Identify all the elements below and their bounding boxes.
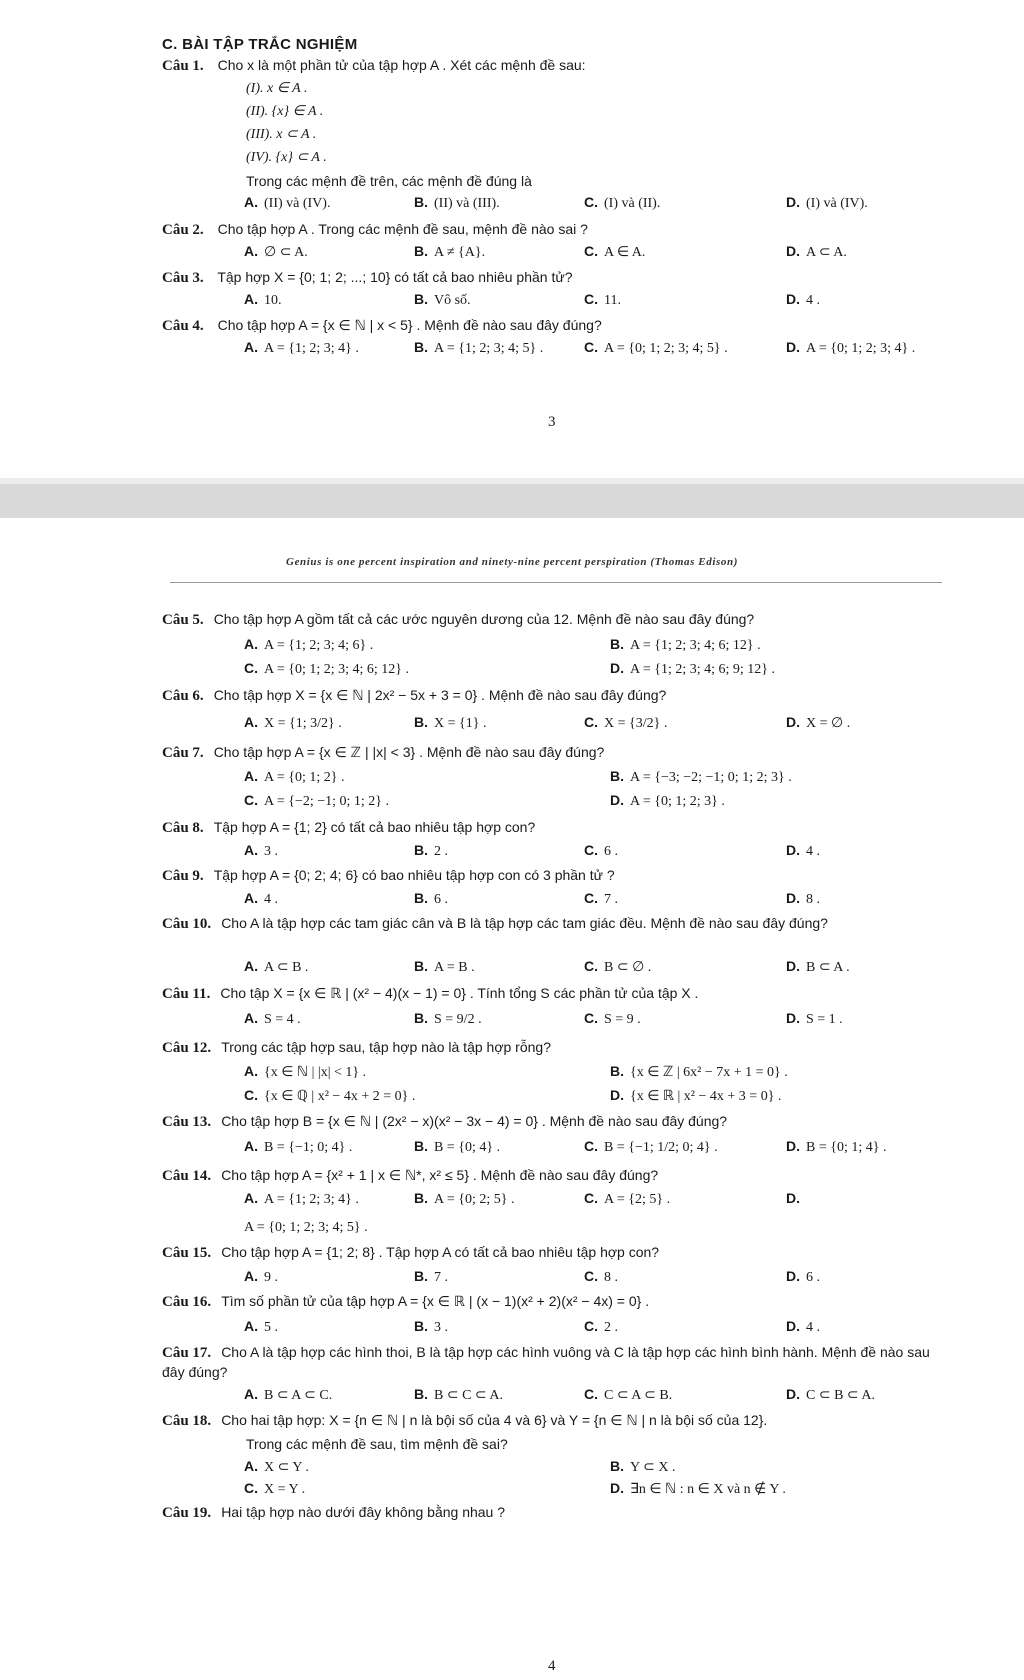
option-c[interactable]: C. {x ∈ ℚ | x² − 4x + 2 = 0} . — [244, 1087, 416, 1104]
question-9 — [162, 866, 954, 886]
question-stem: Cho tập hợp A = {x ∈ ℤ | |x| < 3} . Mệnh đề nào sau đây đúng? — [213, 744, 605, 760]
option-d[interactable]: D. — [786, 1190, 800, 1206]
question-19 — [162, 1503, 954, 1523]
option-b[interactable]: B. S = 9/2 . — [414, 1010, 482, 1027]
question-number: Câu 5. — [162, 612, 204, 628]
question-stem: Tập hợp A = {1; 2} có tất cả bao nhiêu tập hợp con? — [213, 819, 536, 835]
question-18 — [162, 1411, 954, 1431]
option-c[interactable]: C. B = {−1; 1/2; 0; 4} . — [584, 1138, 718, 1155]
option-d[interactable]: D. A ⊂ A. — [786, 243, 847, 260]
question-stem: Trong các tập hợp sau, tập hợp nào là tập hợp rỗng? — [221, 1039, 551, 1055]
question-15 — [162, 1243, 954, 1263]
option-d[interactable]: D. 4 . — [786, 1318, 820, 1335]
question-stem: Hai tập hợp nào dưới đây không bằng nhau ? — [221, 1504, 506, 1520]
option-d[interactable]: D. A = {1; 2; 3; 4; 6; 9; 12} . — [610, 660, 776, 677]
option-d[interactable]: D. 8 . — [786, 890, 820, 907]
option-a[interactable]: A. A = {1; 2; 3; 4} . — [244, 1190, 359, 1207]
option-c[interactable]: C. S = 9 . — [584, 1010, 641, 1027]
question-3 — [162, 268, 954, 288]
question-number: Câu 15. — [162, 1245, 212, 1261]
option-a[interactable]: A. {x ∈ ℕ | |x| < 1} . — [244, 1063, 367, 1080]
option-a[interactable]: A. B = {−1; 0; 4} . — [244, 1138, 353, 1155]
option-a[interactable]: A. 5 . — [244, 1318, 278, 1335]
option-c[interactable]: C. A = {0; 1; 2; 3; 4; 5} . — [584, 339, 728, 356]
option-c[interactable]: C. 7 . — [584, 890, 618, 907]
option-a[interactable]: A. X = {1; 3/2} . — [244, 714, 342, 731]
option-d[interactable]: D. A = {0; 1; 2; 3; 4} . — [786, 339, 916, 356]
option-d[interactable]: D. 4 . — [786, 291, 820, 308]
option-b[interactable]: B. Vô số. — [414, 291, 471, 308]
question-stem: Tìm số phần tử của tập hợp A = {x ∈ ℝ | (x − 1)(x² + 2)(x² − 4x) = 0} . — [221, 1293, 650, 1309]
option-d[interactable]: D. B ⊂ A . — [786, 958, 850, 975]
question-number: Câu 16. — [162, 1294, 212, 1310]
option-b[interactable]: B. 7 . — [414, 1268, 448, 1285]
page-3 — [0, 0, 1024, 478]
option-c[interactable]: C. 6 . — [584, 842, 618, 859]
option-b[interactable]: B. Y ⊂ X . — [610, 1458, 676, 1475]
option-d[interactable]: D. ∃n ∈ ℕ : n ∈ X và n ∉ Y . — [610, 1480, 786, 1497]
question-4 — [162, 316, 954, 336]
option-b[interactable]: B. B = {0; 4} . — [414, 1138, 501, 1155]
section-heading: C. BÀI TẬP TRẮC NGHIỆM — [162, 36, 358, 53]
option-b[interactable]: B. X = {1} . — [414, 714, 487, 731]
option-c[interactable]: C. 2 . — [584, 1318, 618, 1335]
question-7 — [162, 743, 954, 763]
question-stem: Cho hai tập hợp: X = {n ∈ ℕ | n là bội số của 4 và 6} và Y = {n ∈ ℕ | n là bội số của 12}. — [221, 1412, 768, 1428]
option-b[interactable]: B. A = {−3; −2; −1; 0; 1; 2; 3} . — [610, 768, 792, 785]
option-b[interactable]: B. A = {1; 2; 3; 4; 5} . — [414, 339, 544, 356]
option-a[interactable]: A. S = 4 . — [244, 1010, 301, 1027]
header-quote: Genius is one percent inspiration and ninety-nine percent perspiration (Thomas Edison) — [286, 556, 738, 568]
option-b[interactable]: B. B ⊂ C ⊂ A. — [414, 1386, 503, 1403]
question-16 — [162, 1292, 954, 1312]
option-b[interactable]: B. {x ∈ ℤ | 6x² − 7x + 1 = 0} . — [610, 1063, 788, 1080]
option-d[interactable]: D. X = ∅ . — [786, 714, 851, 731]
option-c[interactable]: C. 11. — [584, 291, 621, 308]
question-stem: Cho tập hợp A . Trong các mệnh đề sau, mệnh đề nào sai ? — [217, 221, 588, 237]
question-number: Câu 18. — [162, 1413, 212, 1429]
question-number: Câu 1. — [162, 58, 204, 74]
question-number: Câu 4. — [162, 318, 204, 334]
question-stem: Cho A là tập hợp các hình thoi, B là tập hợp các hình vuông và C là tập hợp các hình bình hành. Mệnh đề nào sau đây đúng? — [162, 1344, 930, 1380]
option-d[interactable]: D. 6 . — [786, 1268, 820, 1285]
option-a[interactable]: A. ∅ ⊂ A. — [244, 243, 308, 260]
option-c[interactable]: C. X = {3/2} . — [584, 714, 668, 731]
question-stem: Cho tập hợp A = {1; 2; 8} . Tập hợp A có tất cả bao nhiêu tập hợp con? — [221, 1244, 660, 1260]
option-a[interactable]: A. X ⊂ Y . — [244, 1458, 309, 1475]
question-stem: Cho tập hợp X = {x ∈ ℕ | 2x² − 5x + 3 = 0} . Mệnh đề nào sau đây đúng? — [213, 687, 667, 703]
option-c[interactable]: C. A = {2; 5} . — [584, 1190, 671, 1207]
option-c[interactable]: C. X = Y . — [244, 1480, 306, 1497]
option-d-continuation: A = {0; 1; 2; 3; 4; 5} . — [244, 1220, 368, 1235]
question-number: Câu 3. — [162, 270, 204, 286]
question-8 — [162, 818, 954, 838]
page-number: 3 — [548, 414, 556, 430]
question-6 — [162, 686, 954, 706]
question-stem: Cho x là một phần tử của tập hợp A . Xét các mệnh đề sau: — [217, 57, 586, 73]
question-stem: Tập hợp A = {0; 2; 4; 6} có bao nhiêu tập hợp con có 3 phần tử ? — [213, 867, 615, 883]
statement-iv: (IV). {x} ⊂ A . — [246, 150, 327, 165]
option-a[interactable]: A. 4 . — [244, 890, 278, 907]
statement-ii: (II). {x} ∈ A . — [246, 104, 324, 119]
statement-iii: (III). x ⊂ A . — [246, 127, 317, 142]
option-a[interactable]: A. 3 . — [244, 842, 278, 859]
option-a[interactable]: A. 10. — [244, 291, 282, 308]
option-b[interactable]: B. (II) và (III). — [414, 194, 500, 211]
option-d[interactable]: D. (I) và (IV). — [786, 194, 868, 211]
option-d[interactable]: D. C ⊂ B ⊂ A. — [786, 1386, 875, 1403]
option-b[interactable]: B. A ≠ {A}. — [414, 243, 486, 260]
question-number: Câu 10. — [162, 916, 212, 932]
option-d[interactable]: D. 4 . — [786, 842, 820, 859]
option-a[interactable]: A. B ⊂ A ⊂ C. — [244, 1386, 333, 1403]
page-separator — [0, 478, 1024, 518]
question-number: Câu 13. — [162, 1114, 212, 1130]
question-number: Câu 7. — [162, 745, 204, 761]
question-17 — [162, 1343, 954, 1382]
option-c[interactable]: C. A ∈ A. — [584, 243, 646, 260]
option-c[interactable]: C. (I) và (II). — [584, 194, 661, 211]
option-b[interactable]: B. A = {0; 2; 5} . — [414, 1190, 515, 1207]
question-number: Câu 11. — [162, 986, 211, 1002]
question-note: Trong các mệnh đề trên, các mệnh đề đúng là — [246, 173, 532, 189]
question-stem: Cho tập X = {x ∈ ℝ | (x² − 4)(x − 1) = 0} . Tính tổng S các phần tử của tập X . — [220, 985, 699, 1001]
question-stem: Cho tập hợp A gồm tất cả các ước nguyên dương của 12. Mệnh đề nào sau đây đúng? — [213, 611, 755, 627]
option-d[interactable]: D. B = {0; 1; 4} . — [786, 1138, 887, 1155]
question-stem: Cho tập hợp B = {x ∈ ℕ | (2x² − x)(x² − 3x − 4) = 0} . Mệnh đề nào sau đây đúng? — [221, 1113, 728, 1129]
question-11 — [162, 984, 954, 1004]
option-c[interactable]: C. 8 . — [584, 1268, 618, 1285]
option-c[interactable]: C. A = {0; 1; 2; 3; 4; 6; 12} . — [244, 660, 410, 677]
question-13 — [162, 1112, 954, 1132]
statement-i: (I). x ∈ A . — [246, 81, 308, 96]
question-2 — [162, 220, 954, 240]
option-b[interactable]: B. 6 . — [414, 890, 448, 907]
question-number: Câu 17. — [162, 1345, 212, 1361]
question-note: Trong các mệnh đề sau, tìm mệnh đề sai? — [246, 1436, 508, 1452]
question-number: Câu 12. — [162, 1040, 212, 1056]
question-5 — [162, 610, 954, 630]
option-b[interactable]: B. A = B . — [414, 958, 475, 975]
option-c[interactable]: C. B ⊂ ∅ . — [584, 958, 652, 975]
option-d[interactable]: D. S = 1 . — [786, 1010, 843, 1027]
option-a[interactable]: A. A = {1; 2; 3; 4} . — [244, 339, 359, 356]
page-4 — [0, 518, 1024, 1680]
option-a[interactable]: A. A ⊂ B . — [244, 958, 309, 975]
option-c[interactable]: C. A = {−2; −1; 0; 1; 2} . — [244, 792, 390, 809]
question-10 — [162, 914, 954, 934]
question-number: Câu 14. — [162, 1168, 212, 1184]
question-14 — [162, 1166, 954, 1186]
question-1 — [162, 56, 954, 76]
page-number: 4 — [548, 1658, 556, 1674]
header-rule — [170, 582, 942, 583]
option-b[interactable]: B. A = {1; 2; 3; 4; 6; 12} . — [610, 636, 761, 653]
question-number: Câu 9. — [162, 868, 204, 884]
option-a[interactable]: A. (II) và (IV). — [244, 194, 331, 211]
question-stem: Tập hợp X = {0; 1; 2; ...; 10} có tất cả bao nhiêu phần tử? — [217, 269, 573, 285]
option-d[interactable]: D. A = {0; 1; 2; 3} . — [610, 792, 725, 809]
option-a[interactable]: A. 9 . — [244, 1268, 278, 1285]
option-a[interactable]: A. A = {1; 2; 3; 4; 6} . — [244, 636, 374, 653]
option-b[interactable]: B. 2 . — [414, 842, 448, 859]
option-c[interactable]: C. C ⊂ A ⊂ B. — [584, 1386, 673, 1403]
question-number: Câu 8. — [162, 820, 204, 836]
question-number: Câu 2. — [162, 222, 204, 238]
question-stem: Cho tập hợp A = {x ∈ ℕ | x < 5} . Mệnh đề nào sau đây đúng? — [217, 317, 602, 333]
option-d[interactable]: D. {x ∈ ℝ | x² − 4x + 3 = 0} . — [610, 1087, 782, 1104]
question-number: Câu 6. — [162, 688, 204, 704]
question-stem: Cho tập hợp A = {x² + 1 | x ∈ ℕ*, x² ≤ 5} . Mệnh đề nào sau đây đúng? — [221, 1167, 659, 1183]
question-stem: Cho A là tập hợp các tam giác cân và B là tập hợp các tam giác đều. Mệnh đề nào sau đây đúng? — [221, 915, 828, 931]
option-a[interactable]: A. A = {0; 1; 2} . — [244, 768, 345, 785]
question-number: Câu 19. — [162, 1505, 212, 1521]
option-b[interactable]: B. 3 . — [414, 1318, 448, 1335]
question-12 — [162, 1038, 954, 1058]
